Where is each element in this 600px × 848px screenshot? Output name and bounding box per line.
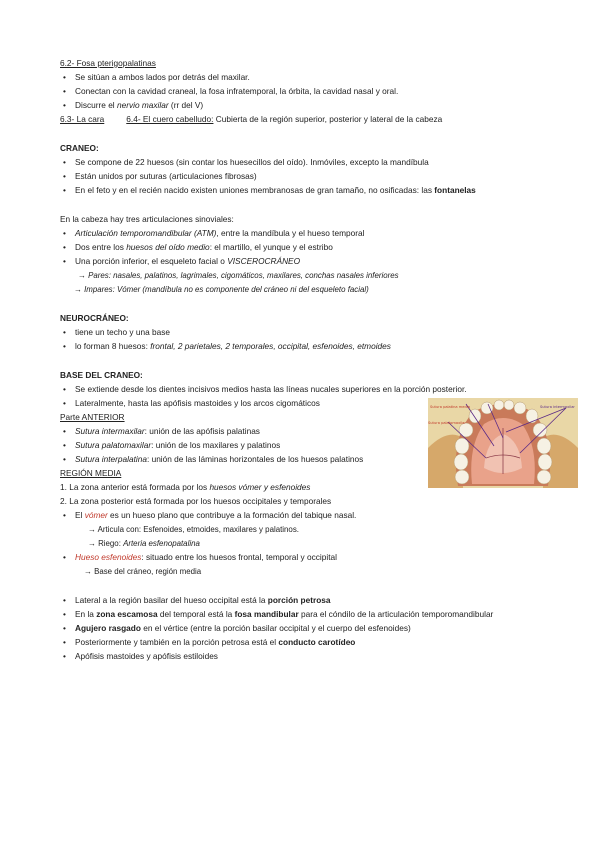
numbered-item: 1. La zona anterior está formada por los huesos vómer y esfenoides (60, 482, 311, 492)
list-item: • El vómer es un hueso plano que contribuye a la formación del tabique nasal. (75, 510, 356, 521)
list-item: • lo forman 8 huesos: frontal, 2 parietales, 2 temporales, occipital, esfenoides, etmoides (75, 341, 391, 352)
subheading-region-media: REGIÓN MEDIA (60, 468, 122, 478)
list-item: • Posteriormente y también en la porción petrosa está el conducto carotídeo (75, 637, 355, 648)
list-item: • Dos entre los huesos del oído medio: el martillo, el yunque y el estribo (75, 242, 333, 253)
sub-list-item: → Base del cráneo, región media (84, 567, 202, 576)
sub-list-item: → Impares: Vómer (mandíbula no es componente del cráneo ni del esqueleto facial) (74, 285, 369, 294)
section-heading-fosa: 6.2- Fosa pterigopalatinas (60, 58, 156, 68)
list-item: • tiene un techo y una base (75, 327, 170, 338)
section-heading-craneo: CRANEO: (60, 143, 99, 153)
list-item: • Una porción inferior, el esqueleto facial o VISCEROCRÁNEO (75, 256, 300, 267)
sub-list-item: → Pares: nasales, palatinos, lagrimales, cigomáticos, maxilares, conchas nasales inferiores (78, 271, 399, 280)
list-item: • Lateralmente, hasta las apófisis mastoides y los arcos cigomáticos (75, 398, 320, 409)
list-item: • En la zona escamosa del temporal está la fosa mandibular para el cóndilo de la articulación temporomandibular (75, 609, 493, 620)
section-heading-cara: 6.3- La cara (60, 114, 105, 124)
figure-label-top: Sutura palatina media (430, 405, 470, 409)
figure-label-left: Sutura palatomaxilar (428, 421, 466, 425)
sub-list-item: → Articula con: Esfenoides, etmoides, maxilares y palatinos. (88, 525, 299, 534)
numbered-item: 2. La zona posterior está formada por los huesos occipitales y temporales (60, 496, 332, 506)
list-item: • Están unidos por suturas (articulaciones fibrosas) (75, 171, 257, 182)
section-heading-cuero: 6.4- El cuero cabelludo: (126, 114, 214, 124)
heading-line-cara-cuero: 6.3- La cara 6.4- El cuero cabelludo: Cubierta de la región superior, posterior y lateral de la cabeza (60, 114, 443, 124)
list-item: • Sutura interpalatina: unión de las láminas horizontales de los huesos palatinos (75, 454, 363, 465)
list-item: • Sutura intermaxilar: unión de las apófisis palatinas (75, 426, 260, 437)
list-item: • Hueso esfenoides: situado entre los huesos frontal, temporal y occipital (75, 552, 337, 563)
section-heading-neurocraneo: NEUROCRÁNEO: (60, 313, 129, 323)
list-item: • Se sitúan a ambos lados por detrás del maxilar. (75, 72, 250, 83)
list-item: • Se extiende desde los dientes incisivos medios hasta las líneas nucales superiores en la porción posterior. (75, 384, 467, 395)
sub-list-item: → Riego: Arteria esfenopatalina (88, 539, 200, 548)
palate-figure (428, 398, 578, 488)
list-item: • En el feto y en el recién nacido existen uniones membranosas de gran tamaño, no osificadas: las fontanelas (75, 185, 476, 196)
list-item: • Articulación temporomandibular (ATM), entre la mandíbula y el hueso temporal (75, 228, 364, 239)
list-item: • Conectan con la cavidad craneal, la fosa infratemporal, la órbita, la cavidad nasal y oral. (75, 86, 398, 97)
list-item: • Apófisis mastoides y apófisis estiloides (75, 651, 218, 662)
figure-label-right: Sutura intermaxilar (540, 405, 575, 409)
subheading-parte-anterior: Parte ANTERIOR (60, 412, 125, 422)
list-item: • Agujero rasgado en el vértice (entre la porción basilar occipital y el cuerpo del esfenoides) (75, 623, 411, 634)
paragraph-intro: En la cabeza hay tres articulaciones sinoviales: (60, 214, 234, 224)
list-item: • Se compone de 22 huesos (sin contar los huesecillos del oído). Inmóviles, excepto la mandíbula (75, 157, 429, 168)
palate-illustration (428, 398, 578, 488)
list-item: • Discurre el nervio maxilar (rr del V) (75, 100, 203, 111)
section-heading-base-craneo: BASE DEL CRANEO: (60, 370, 143, 380)
list-item: • Lateral a la región basilar del hueso occipital está la porción petrosa (75, 595, 331, 606)
list-item: • Sutura palatomaxilar: unión de los maxilares y palatinos (75, 440, 280, 451)
